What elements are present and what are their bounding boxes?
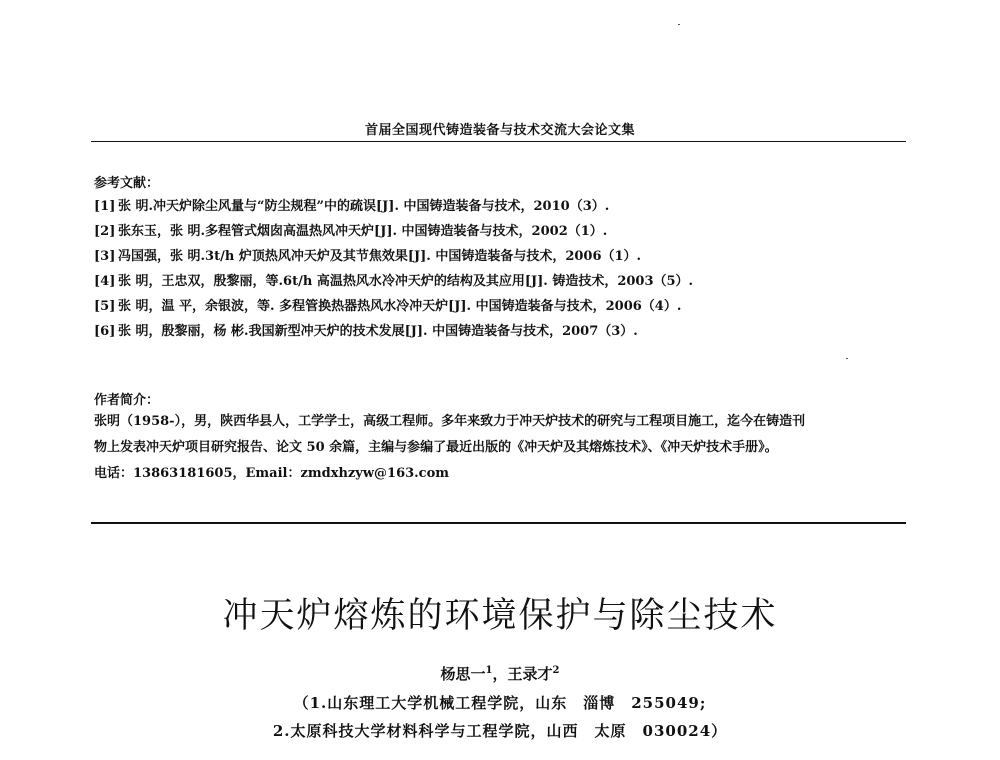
author-bio	[94, 413, 914, 491]
reference-item	[94, 273, 914, 298]
author-name: 王录才	[507, 665, 553, 683]
reference-number: [1]	[94, 199, 116, 214]
affiliation-line: （1.山东理工大学机械工程学院，山东 淄博 255049;	[293, 694, 707, 712]
reference-number: [2]	[94, 224, 116, 239]
reference-text: 张东玉，张 明.多程管式烟囱高温热风冲天炉[J]. 中国铸造装备与技术，2002（1）.	[118, 224, 608, 239]
reference-item	[94, 223, 914, 248]
reference-item	[94, 298, 914, 323]
reference-text: 张 明，殷黎丽，杨 彬.我国新型冲天炉的技术发展[J]. 中国铸造装备与技术，2007（3）.	[118, 324, 638, 339]
affiliation-marker: 1	[485, 665, 493, 676]
reference-item	[94, 248, 914, 273]
author-line	[0, 663, 1000, 684]
reference-number: [6]	[94, 324, 116, 339]
reference-text: 张 明，温 平，余银波，等. 多程管换热器热风水冷冲天炉[J]. 中国铸造装备与技术，2006（4）.	[118, 299, 682, 314]
reference-number: [4]	[94, 274, 116, 289]
author-separator: ，	[492, 665, 508, 683]
header-rule	[91, 141, 906, 142]
reference-text: 冯国强，张 明.3t/h 炉顶热风冲天炉及其节焦效果[J]. 中国铸造装备与技术，2006（1）.	[118, 249, 642, 264]
scan-speck	[846, 358, 848, 359]
reference-item	[94, 323, 914, 348]
running-header: 首届全国现代铸造装备与技术交流大会论文集	[364, 123, 635, 138]
reference-item	[94, 198, 914, 223]
references-heading: 参考文献：	[94, 176, 160, 191]
scan-speck	[678, 24, 680, 25]
reference-text: 张 明，王忠双，殷黎丽，等.6t/h 高温热风水冷冲天炉的结构及其应用[J]. 铸造技术，2003（5）.	[118, 274, 694, 289]
section-divider	[91, 522, 906, 524]
reference-number: [3]	[94, 249, 116, 264]
contact-line: 电话：13863181605，Email：zmdxhzyw@163.com	[94, 466, 450, 481]
paper-title: 冲天炉熔炼的环境保护与除尘技术	[222, 596, 778, 636]
author-bio-heading: 作者简介：	[94, 393, 160, 408]
author-name: 杨思一	[440, 665, 486, 683]
reference-list	[94, 198, 914, 348]
author-bio-line: 物上发表冲天炉项目研究报告、论文 50 余篇，主编与参编了最近出版的《冲天炉及其熔炼技术》、《冲天炉技术手册》。	[94, 440, 778, 455]
affiliation-line: 2.太原科技大学材料科学与工程学院，山西 太原 030024）	[272, 722, 728, 740]
author-bio-line: 张明（1958-），男，陕西华县人，工学学士，高级工程师。多年来致力于冲天炉技术的研究与工程项目施工，迄今在铸造刊	[94, 414, 806, 429]
reference-text: 张 明.冲天炉除尘风量与“防尘规程”中的疏误[J]. 中国铸造装备与技术，2010（3）.	[118, 199, 610, 214]
reference-number: [5]	[94, 299, 116, 314]
affiliation-marker: 2	[552, 665, 560, 676]
